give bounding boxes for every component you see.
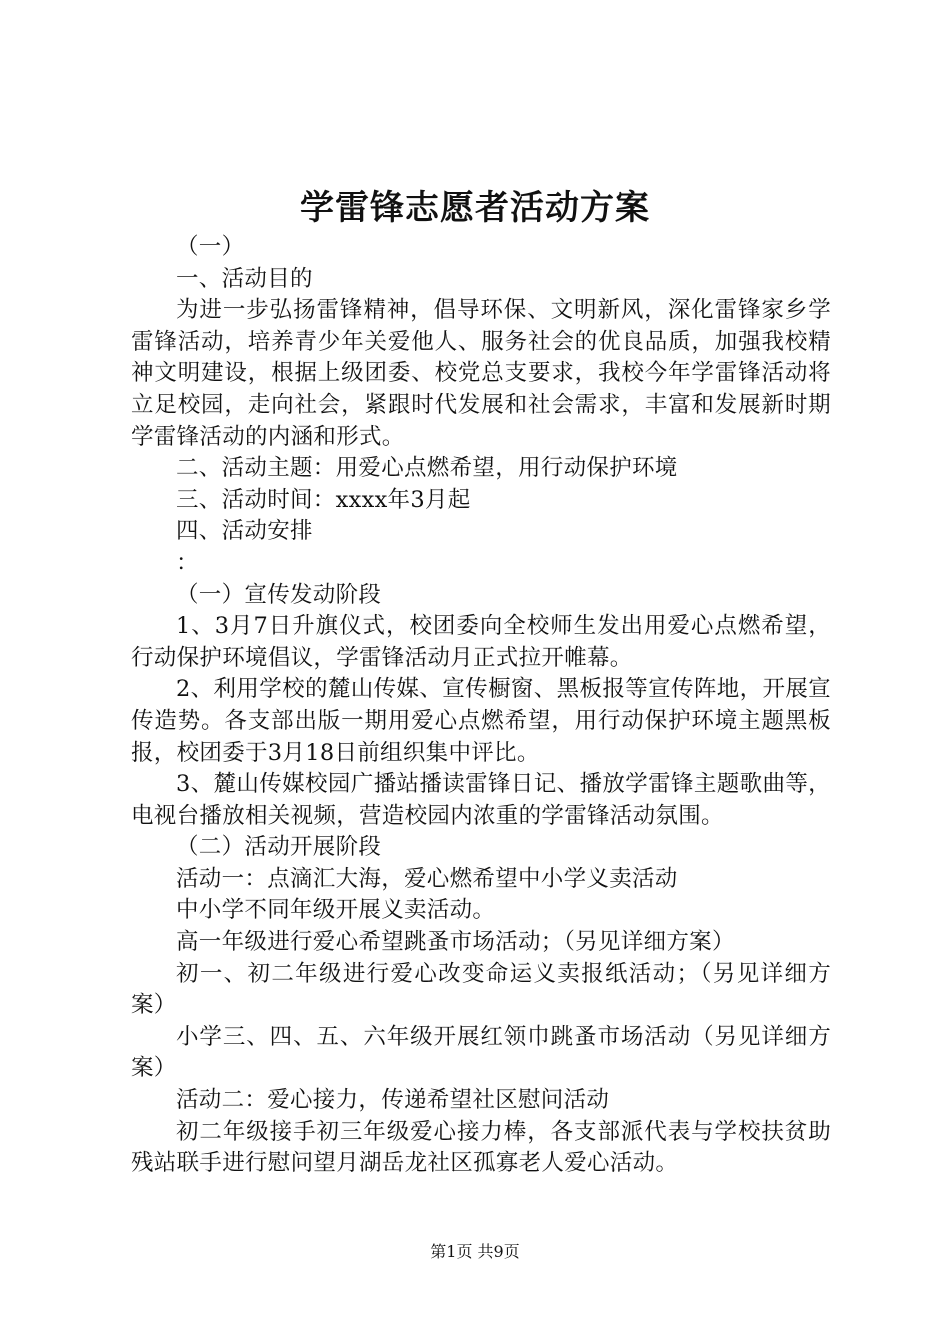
activity-one-primary: 小学三、四、五、六年级开展红领巾跳蚤市场活动（另见详细方案） [131, 1023, 831, 1082]
section-label: （一） [176, 234, 245, 260]
subheading-publicity: （一）宣传发动阶段 [176, 581, 382, 608]
heading-time: 三、活动时间：xxxx年3月起 [176, 486, 471, 513]
paragraph-publicity-1: 1、3月7日升旗仪式，校团委向全校师生发出用爱心点燃希望，行动保护环境倡议，学雷锋活动月正式拉开帷幕。 [131, 613, 831, 671]
document-body [131, 232, 831, 1180]
activity-two-title: 活动二：爱心接力，传递希望社区慰问活动 [176, 1087, 610, 1114]
activity-one-senior: 高一年级进行爱心希望跳蚤市场活动；（另见详细方案） [176, 929, 735, 956]
document-title: 学雷锋志愿者活动方案 [300, 188, 650, 228]
heading-purpose: 一、活动目的 [176, 265, 313, 292]
heading-theme: 二、活动主题：用爱心点燃希望，用行动保护环境 [176, 455, 678, 482]
colon-line: ： [176, 549, 199, 576]
activity-one-title: 活动一：点滴汇大海，爱心燃希望中小学义卖活动 [176, 865, 678, 892]
activity-one-desc: 中小学不同年级开展义卖活动。 [176, 897, 496, 924]
paragraph-publicity-3: 3、麓山传媒校园广播站播读雷锋日记、播放学雷锋主题歌曲等，电视台播放相关视频，营造校园内浓重的学雷锋活动氛围。 [131, 771, 831, 829]
page-footer: 第1页 共9页 [430, 1242, 520, 1261]
activity-two-desc: 初二年级接手初三年级爱心接力棒，各支部派代表与学校扶贫助残站联手进行慰问望月湖岳龙社区孤寡老人爱心活动。 [131, 1118, 831, 1177]
paragraph-publicity-2: 2、利用学校的麓山传媒、宣传橱窗、黑板报等宣传阵地，开展宣传造势。各支部出版一期用爱心点燃希望，用行动保护环境主题黑板报，校团委于3月18日前组织集中评比。 [131, 676, 831, 766]
paragraph-purpose: 为进一步弘扬雷锋精神，倡导环保、文明新风，深化雷锋家乡学雷锋活动，培养青少年关爱他人、服务社会的优良品质，加强我校精神文明建设，根据上级团委、校党总支要求，我校今年学雷锋活动将立足校园，走向社会，紧跟时代发展和社会需求，丰富和发展新时期学雷锋活动的内涵和形式。 [131, 297, 831, 450]
subheading-activities: （二）活动开展阶段 [176, 834, 382, 861]
heading-arrangement: 四、活动安排 [176, 518, 313, 545]
activity-one-junior: 初一、初二年级进行爱心改变命运义卖报纸活动；（另见详细方案） [131, 960, 831, 1019]
